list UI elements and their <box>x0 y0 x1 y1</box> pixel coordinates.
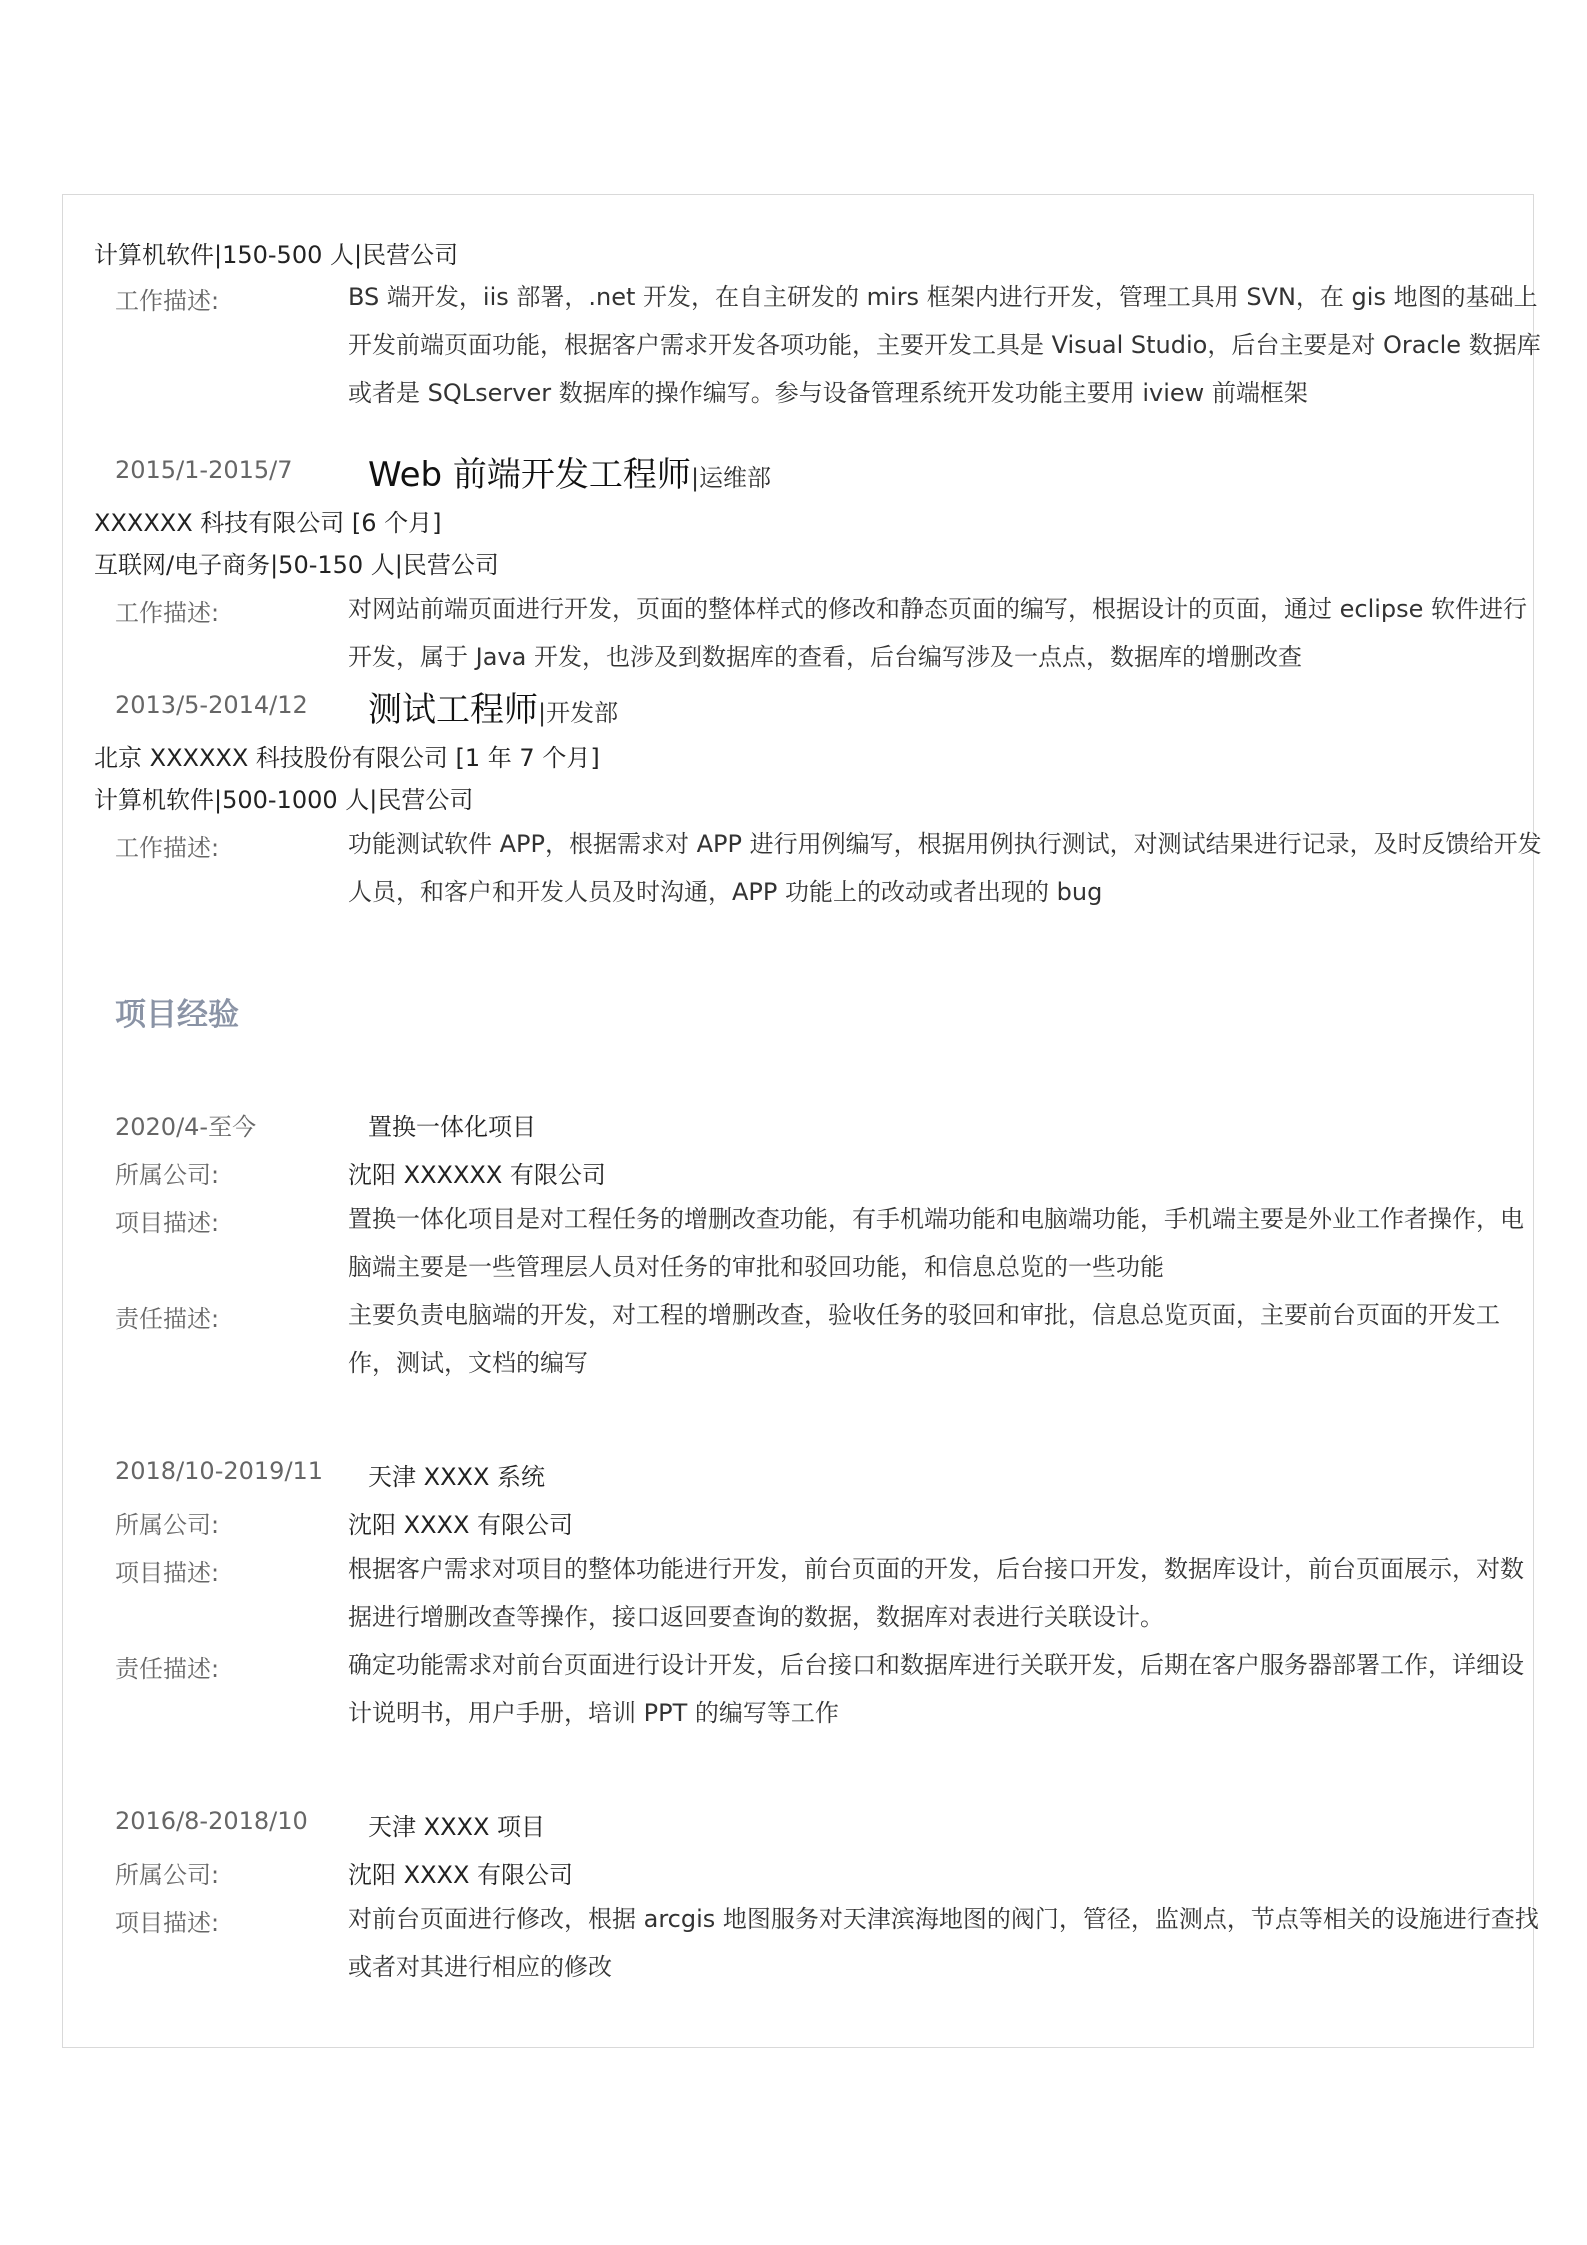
p1-duty: 确定功能需求对前台页面进行设计开发，后台接口和数据库进行关联开发，后期在客户服务器部署工作，详细设计说明书，用户手册，培训 PPT 的编写等工作 <box>348 1651 1524 1727</box>
job2-desc-label: 工作描述: <box>115 834 220 862</box>
job1-heading <box>368 447 771 496</box>
p2-company-label: 所属公司: <box>115 1861 220 1889</box>
job0-desc-label: 工作描述: <box>115 287 220 315</box>
job2-industry: 计算机软件|500-1000 人|民营公司 <box>94 786 474 814</box>
job1-title: Web 前端开发工程师 <box>368 455 691 495</box>
job2-title: 测试工程师 <box>368 690 538 730</box>
p1-duty-label: 责任描述: <box>115 1655 220 1683</box>
p0-desc-label: 项目描述: <box>115 1209 220 1237</box>
job1-industry: 互联网/电子商务|50-150 人|民营公司 <box>94 551 499 579</box>
job2-date: 2013/5-2014/12 <box>115 691 308 719</box>
p2-desc-label: 项目描述: <box>115 1909 220 1937</box>
p0-date: 2020/4-至今 <box>115 1113 257 1141</box>
job2-dept: |开发部 <box>538 699 619 727</box>
p0-company: 沈阳 XXXXXX 有限公司 <box>348 1161 606 1189</box>
job1-dept: |运维部 <box>690 464 772 492</box>
job0-desc: BS 端开发，iis 部署，.net 开发，在自主研发的 mirs 框架内进行开发，管理工具用 SVN，在 gis 地图的基础上开发前端页面功能，根据客户需求开发各项功能，主要开发工具是 Visual Studio，后台主要是对 Oracle 数据库或者是 SQLserver 数据库的操作编写。参与设备管理系统开发功能主要用 iview 前端框架 <box>348 283 1541 407</box>
p1-desc: 根据客户需求对项目的整体功能进行开发，前台页面的开发，后台接口开发，数据库设计，前台页面展示，对数据进行增删改查等操作，接口返回要查询的数据，数据库对表进行关联设计。 <box>348 1555 1524 1631</box>
resume-card <box>62 194 1542 2048</box>
p1-desc-label: 项目描述: <box>115 1559 220 1587</box>
p0-duty-label: 责任描述: <box>115 1305 220 1333</box>
job2-desc: 功能测试软件 APP，根据需求对 APP 进行用例编写，根据用例执行测试，对测试结果进行记录，及时反馈给开发人员，和客户和开发人员及时沟通，APP 功能上的改动或者出现的 bug <box>348 830 1542 906</box>
p2-desc: 对前台页面进行修改，根据 arcgis 地图服务对天津滨海地图的阀门，管径，监测点，节点等相关的设施进行查找或者对其进行相应的修改 <box>348 1905 1539 1981</box>
job1-company: XXXXXX 科技有限公司 [6 个月] <box>94 509 442 537</box>
p0-company-label: 所属公司: <box>115 1161 220 1189</box>
section-title-projects: 项目经验 <box>115 997 239 1033</box>
job1-desc: 对网站前端页面进行开发，页面的整体样式的修改和静态页面的编写，根据设计的页面，通过 eclipse 软件进行开发，属于 Java 开发，也涉及到数据库的查看，后台编写涉及一点点，数据库的增删改查 <box>348 595 1528 671</box>
p0-desc: 置换一体化项目是对工程任务的增删改查功能，有手机端功能和电脑端功能，手机端主要是外业工作者操作，电脑端主要是一些管理层人员对任务的审批和驳回功能，和信息总览的一些功能 <box>348 1205 1524 1281</box>
p1-company: 沈阳 XXXX 有限公司 <box>348 1511 574 1539</box>
p2-date: 2016/8-2018/10 <box>115 1807 308 1835</box>
job2-company: 北京 XXXXXX 科技股份有限公司 [1 年 7 个月] <box>94 744 600 772</box>
p2-company: 沈阳 XXXX 有限公司 <box>348 1861 574 1889</box>
job1-desc-label: 工作描述: <box>115 599 220 627</box>
p1-name: 天津 XXXX 系统 <box>368 1463 546 1491</box>
p0-duty: 主要负责电脑端的开发，对工程的增删改查，验收任务的驳回和审批，信息总览页面，主要前台页面的开发工作，测试，文档的编写 <box>348 1301 1500 1377</box>
job2-heading <box>368 682 618 731</box>
job0-industry: 计算机软件|150-500 人|民营公司 <box>94 241 459 269</box>
p1-company-label: 所属公司: <box>115 1511 220 1539</box>
p0-name: 置换一体化项目 <box>368 1113 536 1141</box>
p1-date: 2018/10-2019/11 <box>115 1457 324 1485</box>
job1-date: 2015/1-2015/7 <box>115 456 293 484</box>
p2-name: 天津 XXXX 项目 <box>368 1813 546 1841</box>
